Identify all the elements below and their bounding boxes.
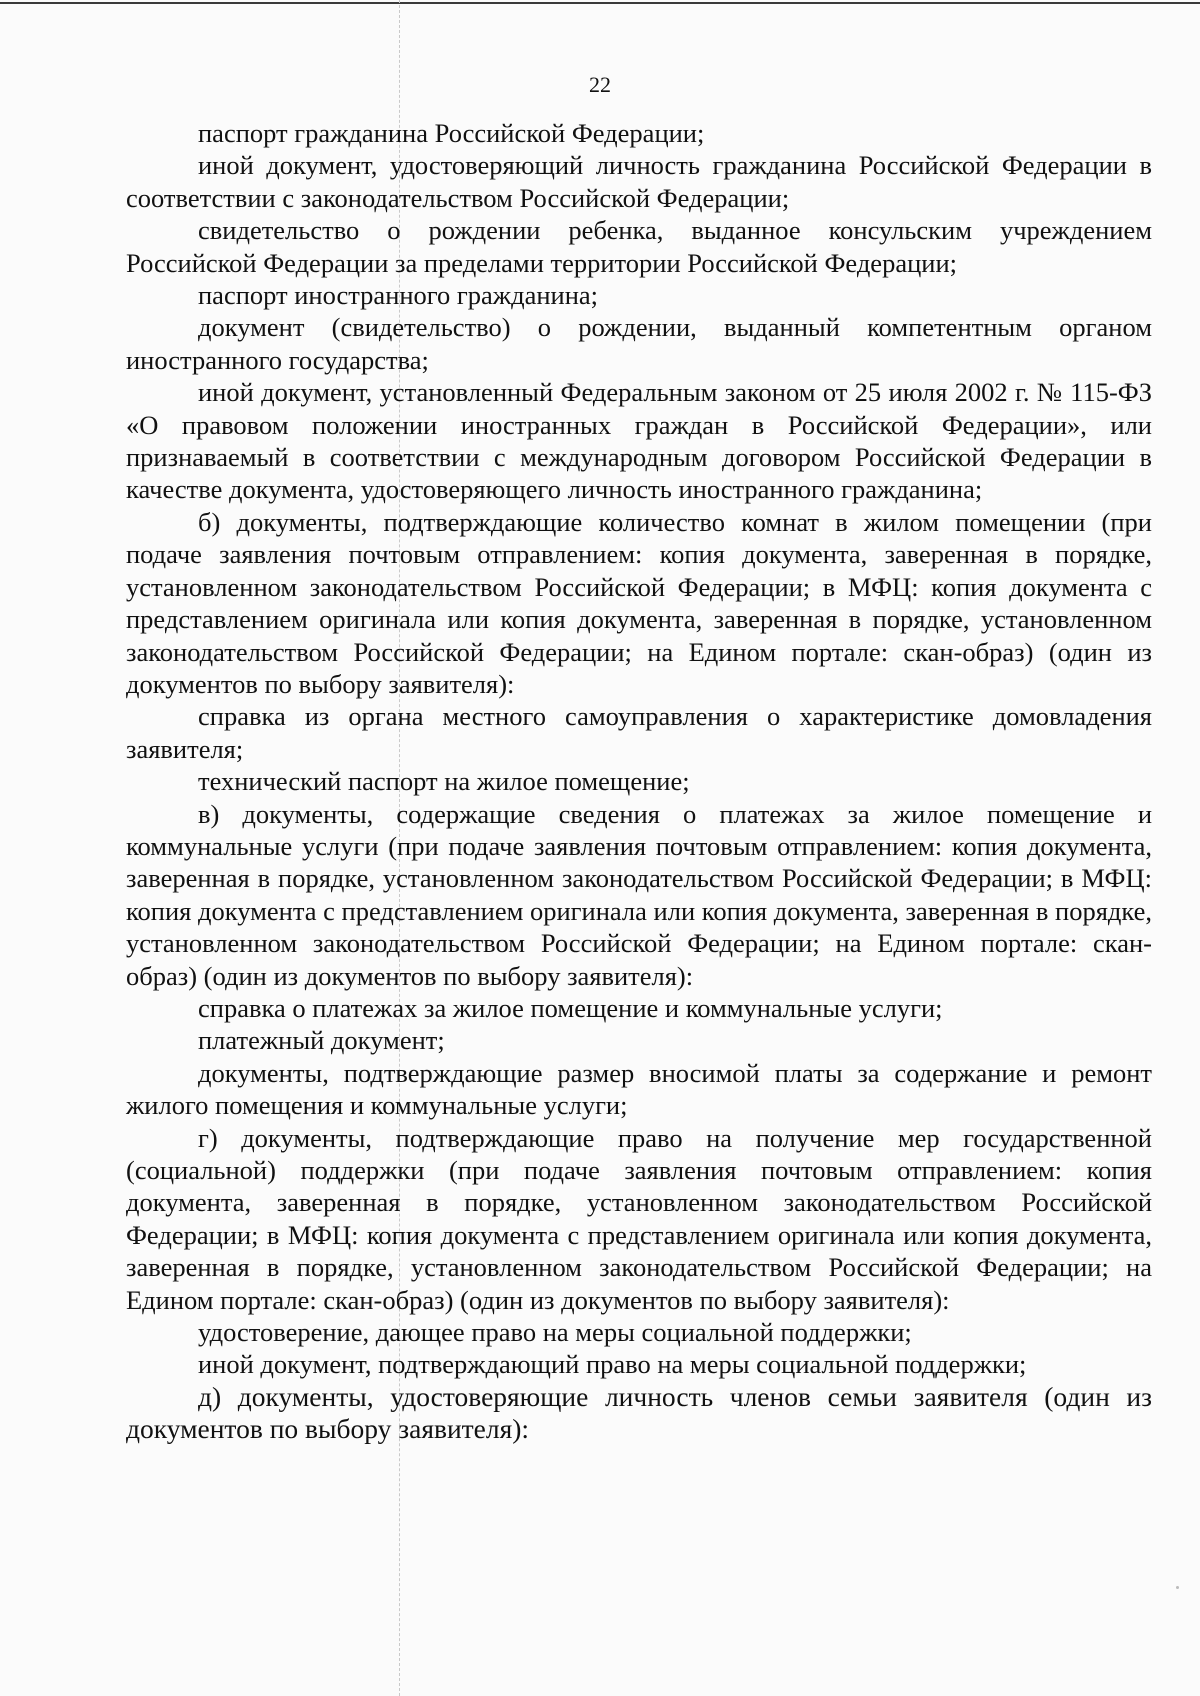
- paragraph: иной документ, подтверждающий право на меры социальной поддержки;: [198, 1349, 1027, 1380]
- scan-speck: [1176, 1586, 1179, 1589]
- paragraph: д) документы, удостоверяющие личность членов семьи заявителя (один из документов по выбору заявителя):: [126, 1380, 1152, 1445]
- paragraph: свидетельство о рождении ребенка, выданное консульским учреждением Российской Федерации за пределами территории Российской Федерации;: [126, 215, 1152, 278]
- paragraph: удостоверение, дающее право на меры социальной поддержки;: [198, 1317, 912, 1348]
- paragraph: паспорт иностранного гражданина;: [198, 280, 598, 311]
- paragraph: документы, подтверждающие размер вносимой платы за содержание и ремонт жилого помещения и коммунальные услуги;: [126, 1057, 1152, 1121]
- paragraph: технический паспорт на жилое помещение;: [198, 766, 690, 797]
- paragraph: документ (свидетельство) о рождении, выданный компетентным органом иностранного государства;: [126, 312, 1152, 375]
- paragraph: г) документы, подтверждающие право на получение мер государственной (социальной) поддержки (при подаче заявления почтовым отправлением: копия документа, заверенная в порядке, установленном законодательством Российской Федерации; в МФЦ: копия документа с представлением оригинала или копия документа, заверенная в порядке, установленном законодательством Российской Федерации; на Едином портале: скан-образ) (один из документов по выбору заявителя):: [126, 1122, 1152, 1315]
- paragraph: справка о платежах за жилое помещение и коммунальные услуги;: [198, 992, 943, 1023]
- document-body: [126, 117, 1152, 1446]
- paragraph: справка из органа местного самоуправления о характеристике домовладения заявителя;: [126, 701, 1152, 764]
- paragraph: платежный документ;: [198, 1025, 445, 1056]
- paragraph: б) документы, подтверждающие количество комнат в жилом помещении (при подаче заявления почтовым отправлением: копия документа, заверенная в порядке, установленном законодательством Российской Федерации; в МФЦ: копия документа с представлением оригинала или копия документа, заверенная в порядке, установленном законодательством Российской Федерации; на Едином портале: скан-образ) (один из документов по выбору заявителя):: [126, 506, 1152, 699]
- page-number: 22: [589, 72, 611, 97]
- top-border-line: [0, 2, 1200, 4]
- paragraph: иной документ, установленный Федеральным законом от 25 июля 2002 г. № 115-ФЗ «О правовом положении иностранных граждан в Российской Федерации», или признаваемый в соответствии с международным договором Российской Федерации в качестве документа, удостоверяющего личность иностранного гражданина;: [126, 377, 1152, 505]
- paragraph: в) документы, содержащие сведения о платежах за жилое помещение и коммунальные услуги (при подаче заявления почтовым отправлением: копия документа, заверенная в порядке, установленном законодательством Российской Федерации; в МФЦ: копия документа с представлением оригинала или копия документа, заверенная в порядке, установленном законодательством Российской Федерации; на Едином портале: скан-образ) (один из документов по выбору заявителя):: [126, 798, 1152, 991]
- paragraph: иной документ, удостоверяющий личность гражданина Российской Федерации в соответствии с законодательством Российской Федерации;: [126, 150, 1152, 213]
- paragraph: паспорт гражданина Российской Федерации;: [198, 118, 705, 148]
